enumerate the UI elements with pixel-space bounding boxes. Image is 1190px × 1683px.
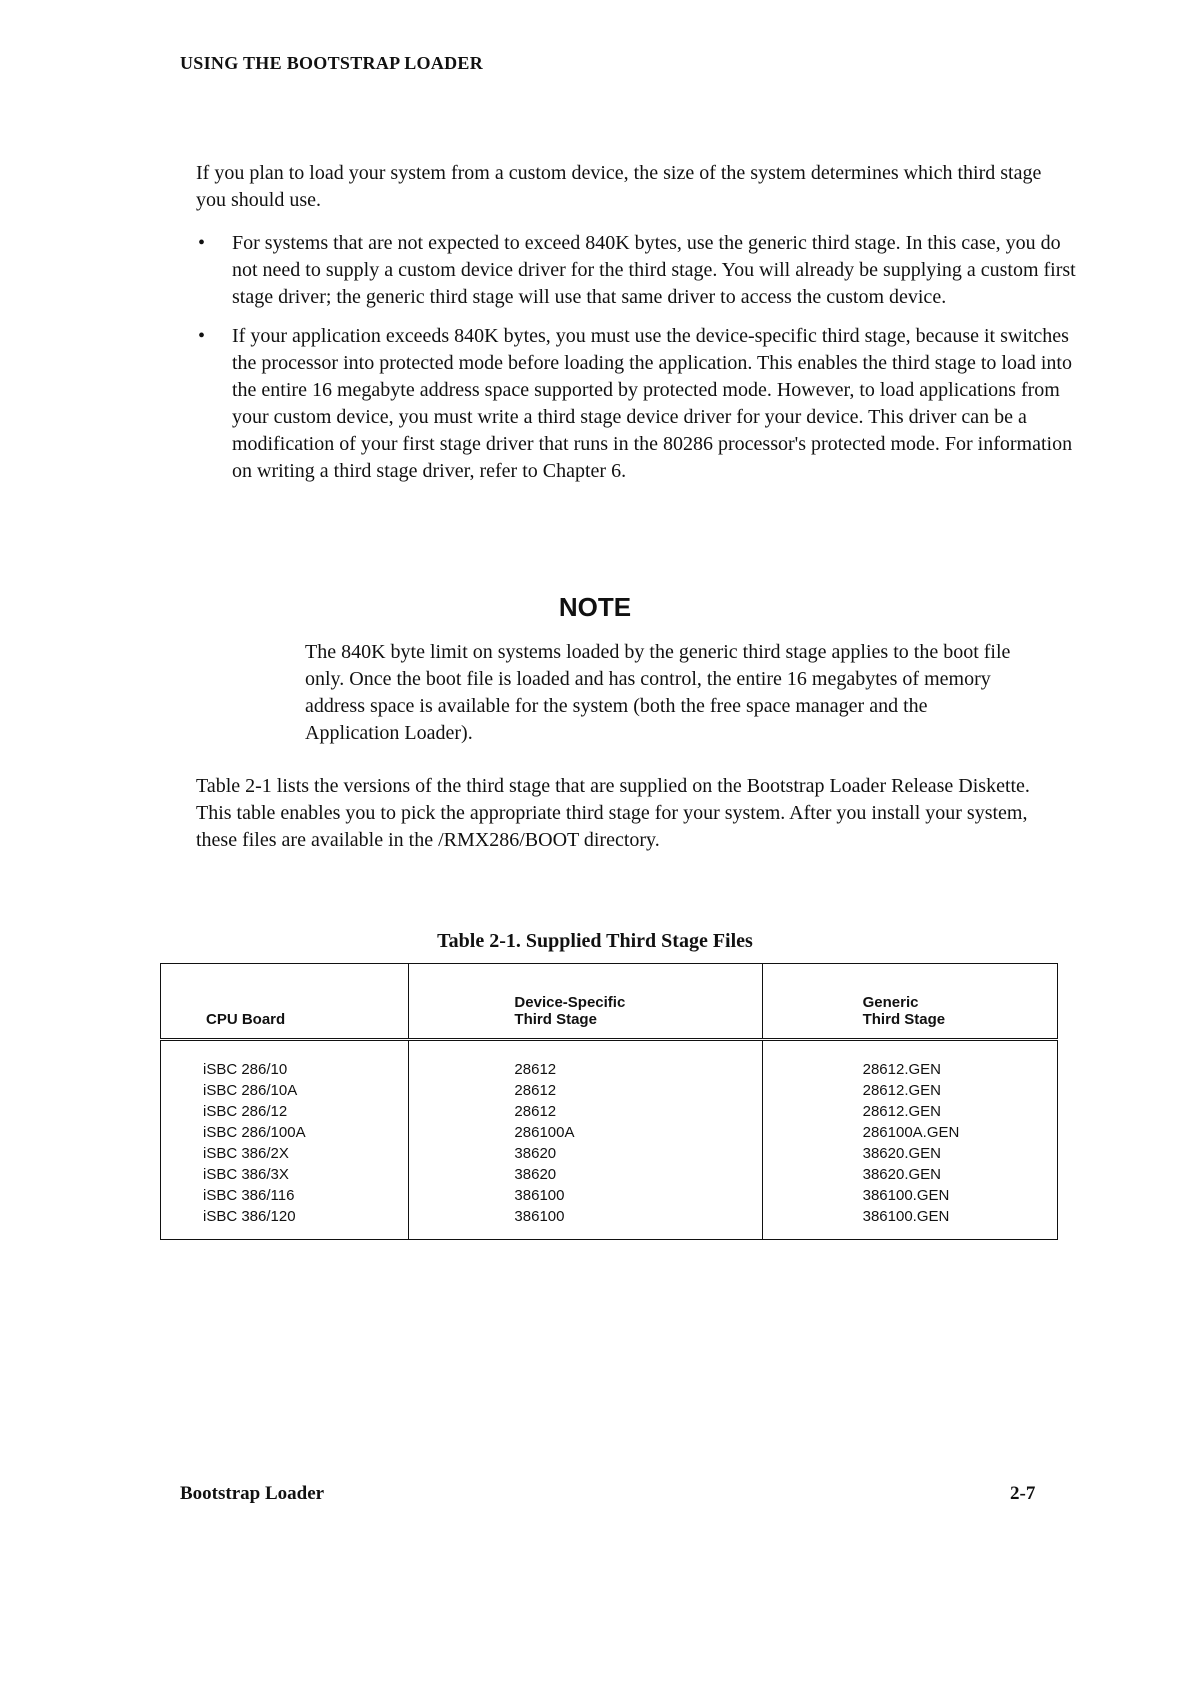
generic-cell: 28612.GEN xyxy=(862,1103,941,1120)
cpu-board-cell: iSBC 286/10 xyxy=(203,1061,288,1078)
list-item xyxy=(196,230,1076,311)
bullet-list xyxy=(196,230,1076,497)
generic-cell: 286100A.GEN xyxy=(862,1124,960,1141)
generic-cell: 28612.GEN xyxy=(862,1082,941,1099)
cpu-board-cell: iSBC 386/3X xyxy=(203,1166,289,1183)
bullet-text: If your application exceeds 840K bytes, you must use the device-specific third stage, because it switches the processor into protected mode before loading the application. This enables the third stage to load into the entire 16 megabyte address space supported by protected mode. However, to load applications from your custom device, you must write a third stage device driver for your device. This driver can be a modification of your first stage driver that runs in the 80286 processor's protected mode. For information on writing a third stage driver, refer to Chapter 6. xyxy=(232,325,1073,482)
cpu-board-cell: iSBC 286/10A xyxy=(203,1082,298,1099)
footer-chapter-title: Bootstrap Loader xyxy=(180,1483,325,1504)
intro-paragraph: If you plan to load your system from a custom device, the size of the system determines which third stage you should use. xyxy=(196,162,1042,211)
device-specific-cell: 386100 xyxy=(514,1187,565,1204)
generic-cell: 38620.GEN xyxy=(862,1166,941,1183)
running-header: USING THE BOOTSTRAP LOADER xyxy=(180,53,484,73)
device-specific-cell: 28612 xyxy=(514,1061,557,1078)
table-header-row xyxy=(161,964,1058,1040)
device-specific-cell: 38620 xyxy=(514,1166,557,1183)
header-cpu-board: CPU Board xyxy=(161,964,409,1040)
device-specific-column xyxy=(409,1040,762,1240)
device-specific-cell: 286100A xyxy=(514,1124,575,1141)
note-title: NOTE xyxy=(558,592,632,622)
cpu-board-cell: iSBC 386/2X xyxy=(203,1145,289,1162)
page-number: 2-7 xyxy=(1010,1483,1036,1504)
device-specific-cell: 28612 xyxy=(514,1082,557,1099)
device-specific-cell: 38620 xyxy=(514,1145,557,1162)
generic-cell: 38620.GEN xyxy=(862,1145,941,1162)
device-specific-cell: 28612 xyxy=(514,1103,557,1120)
note-body: The 840K byte limit on systems loaded by the generic third stage applies to the boot file only. Once the boot file is loaded and has control, the entire 16 megabytes of memory address space is available for the system (both the free space manager and the Application Loader). xyxy=(305,641,1011,744)
cpu-board-cell: iSBC 386/116 xyxy=(203,1187,295,1204)
table-intro-paragraph: Table 2-1 lists the versions of the third stage that are supplied on the Bootstrap Loader Release Diskette. This table enables you to pick the appropriate third stage for your system. After you install your system, these files are available in the /RMX286/BOOT directory. xyxy=(196,775,1030,851)
generic-cell: 386100.GEN xyxy=(862,1187,950,1204)
generic-cell: 28612.GEN xyxy=(862,1061,941,1078)
list-item xyxy=(196,323,1076,485)
generic-column xyxy=(762,1040,1057,1240)
cpu-board-column xyxy=(161,1040,409,1240)
third-stage-files-table xyxy=(160,963,1058,1240)
cpu-board-cell: iSBC 286/100A xyxy=(203,1124,306,1141)
cpu-board-cell: iSBC 386/120 xyxy=(203,1208,296,1225)
bullet-text: For systems that are not expected to exceed 840K bytes, use the generic third stage. In this case, you do not need to supply a custom device driver for the third stage. You will already be supplying a custom first stage driver; the generic third stage will use that same driver to access the custom device. xyxy=(232,232,1076,308)
generic-cell: 386100.GEN xyxy=(862,1208,950,1225)
device-specific-cell: 386100 xyxy=(514,1208,565,1225)
bullet-icon: • xyxy=(198,232,206,254)
header-device-specific: Device-Specific Third Stage xyxy=(409,964,762,1040)
header-generic: Generic Third Stage xyxy=(762,964,1057,1040)
table-body-row xyxy=(161,1040,1058,1240)
table-caption: Table 2-1. Supplied Third Stage Files xyxy=(437,930,753,952)
bullet-icon: • xyxy=(198,325,206,347)
cpu-board-cell: iSBC 286/12 xyxy=(203,1103,288,1120)
